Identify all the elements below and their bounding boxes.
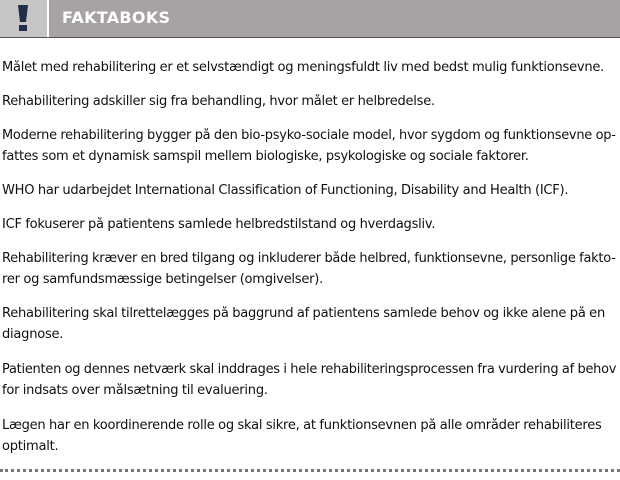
paragraph-line: Patienten og dennes netværk skal inddrages i hele rehabiliteringsprocessen fra vurdering af behov — [2, 362, 617, 377]
paragraph — [2, 125, 618, 167]
paragraph-line: fattes som et dynamisk samspil mellem biologiske, psykologiske og sociale faktorer. — [2, 149, 529, 164]
paragraph — [2, 303, 618, 345]
paragraph-line: WHO har udarbejdet International Classification of Functioning, Disability and Health (ICF). — [2, 183, 569, 198]
paragraph — [2, 248, 618, 290]
paragraph — [2, 180, 618, 201]
paragraph — [2, 359, 618, 401]
icon-box — [0, 0, 49, 37]
paragraph-line: Målet med rehabilitering er et selvstændigt og meningsfuldt liv med bedst mulig funktionsevne. — [2, 60, 605, 75]
exclamation-icon — [15, 4, 31, 32]
paragraph-line: Lægen har en koordinerende rolle og skal sikre, at funktionsevnen på alle områder rehabiliteres — [2, 418, 602, 433]
paragraph — [2, 57, 618, 78]
paragraph-line: for indsats over målsætning til evaluering. — [2, 383, 268, 398]
paragraph-line: rer og samfundsmæssige betingelser (omgivelser). — [2, 272, 323, 287]
paragraph-line: Rehabilitering kræver en bred tilgang og inkluderer både helbred, funktionsevne, personlige fakto- — [2, 251, 616, 266]
paragraph-line: ICF fokuserer på patientens samlede helbredstilstand og hverdagsliv. — [2, 217, 436, 232]
paragraph-line: optimalt. — [2, 439, 59, 454]
paragraph — [2, 415, 618, 457]
paragraph-line: diagnose. — [2, 327, 64, 342]
paragraph-line: Rehabilitering skal tilrettelægges på baggrund af patientens samlede behov og ikke alene på en — [2, 306, 605, 321]
bottom-dotted-border — [0, 469, 620, 472]
factbox-title: FAKTABOKS — [62, 8, 171, 27]
paragraph-line: Rehabilitering adskiller sig fra behandling, hvor målet er helbredelse. — [2, 94, 435, 109]
paragraph — [2, 91, 618, 112]
paragraph-line: Moderne rehabilitering bygger på den bio-psyko-sociale model, hvor sygdom og funktionsevne op- — [2, 128, 616, 143]
factbox-header — [0, 0, 620, 38]
paragraph — [2, 214, 618, 235]
